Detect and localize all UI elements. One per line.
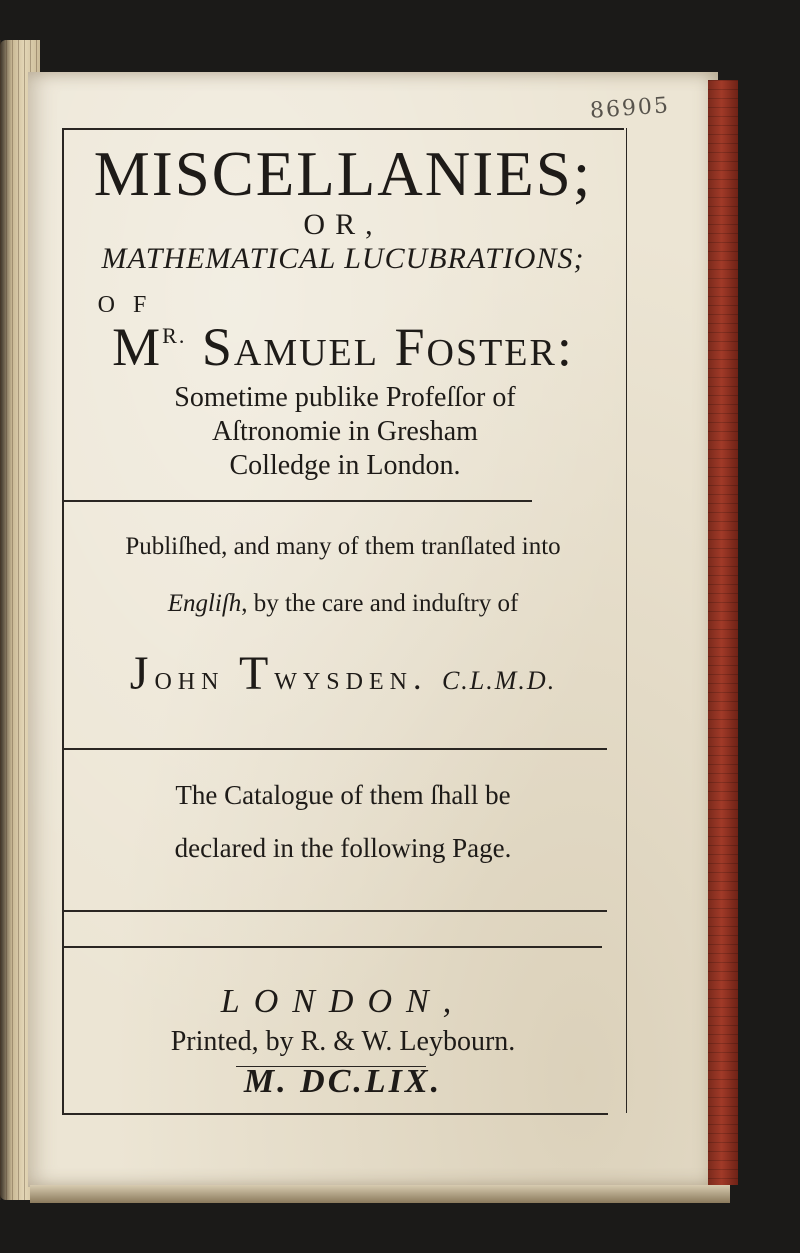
author-description-2: Aſtronomie in Gresham: [212, 416, 478, 447]
editor-initial-2: T: [238, 647, 275, 700]
rule-after-catalogue-2: [62, 946, 602, 948]
author-prefix: M: [112, 317, 163, 377]
red-page-edge: [708, 80, 738, 1185]
catalogue-line-1: The Catalogue of them ſhall be: [175, 780, 511, 810]
author-description-3: Colledge in London.: [229, 450, 461, 481]
book-bottom-edge: [30, 1185, 730, 1203]
top-rule: [62, 128, 624, 130]
main-title: MISCELLANIES;: [93, 139, 593, 209]
editor-initial-1: J: [129, 647, 155, 700]
bottom-rule: [62, 1113, 608, 1115]
editor-first-name: ohn: [154, 660, 225, 697]
published-line-2-italic: Engliſh: [167, 590, 242, 617]
of-line: OF: [97, 292, 165, 318]
author-name: Samuel Foster:: [201, 317, 574, 377]
rule-after-imprint-block: [62, 500, 532, 502]
editor-degree: C.L.M.D.: [441, 666, 557, 695]
author-prefix-sup: R.: [162, 323, 187, 348]
published-line-2: [62, 590, 624, 618]
published-line-2-rest: , by the care and induſtry of: [241, 590, 519, 617]
editor-last-name: wysden.: [274, 660, 428, 697]
publication-date: M. DC.LIX.: [243, 1063, 443, 1100]
rule-after-catalogue-1: [62, 910, 607, 912]
author-line: [62, 316, 624, 378]
shelfmark: 86905: [589, 93, 671, 124]
catalogue-line-2: declared in the following Page.: [174, 833, 512, 863]
author-description-1: Sometime publike Profeſſor of: [174, 382, 516, 413]
printer-line: Printed, by R. & W. Leybourn.: [170, 1026, 516, 1057]
editor-line: [62, 646, 624, 701]
rule-after-editor: [62, 748, 607, 750]
or-line: OR,: [303, 208, 383, 241]
place-of-publication: LONDON,: [220, 983, 466, 1020]
published-line-1: Publiſhed, and many of them tranſlated into: [125, 533, 561, 560]
subtitle: MATHEMATICAL LUCUBRATIONS;: [101, 242, 585, 275]
